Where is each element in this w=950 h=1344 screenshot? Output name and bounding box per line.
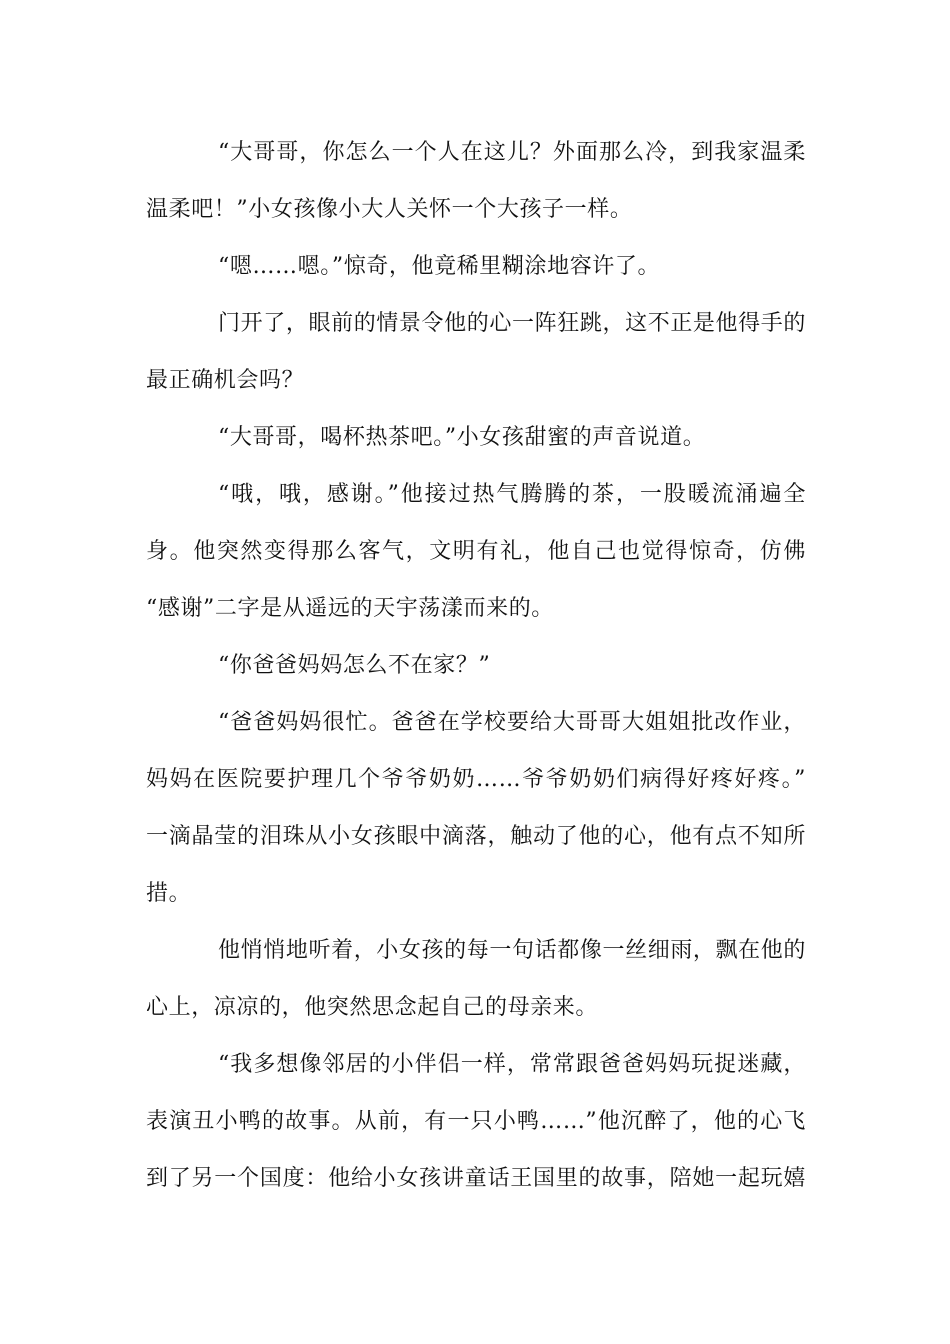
text-line: “嗯……嗯。”惊奇，他竟稀里糊涂地容许了。 — [218, 254, 661, 279]
text-line: 门开了，眼前的情景令他的心一阵狂跳，这不正是他得手的 — [218, 311, 806, 336]
text-line: 表演丑小鸭的故事。从前，有一只小鸭……”他沉醉了，他的心飞 — [146, 1109, 806, 1134]
text-line: “我多想像邻居的小伴侣一样，常常跟爸爸妈妈玩捉迷藏， — [218, 1052, 806, 1077]
text-line: 温柔吧！”小女孩像小大人关怀一个大孩子一样。 — [146, 197, 633, 222]
text-line: “大哥哥，你怎么一个人在这儿？外面那么冷，到我家温柔 — [218, 140, 806, 165]
text-line: 身。他突然变得那么客气，文明有礼，他自己也觉得惊奇，仿佛 — [146, 539, 806, 564]
text-line: “爸爸妈妈很忙。爸爸在学校要给大哥哥大姐姐批改作业， — [218, 710, 806, 735]
text-line: “哦，哦，感谢。”他接过热气腾腾的茶，一股暖流涌遍全 — [218, 482, 806, 507]
text-line: 措。 — [146, 881, 192, 906]
text-line: “感谢”二字是从遥远的天宇荡漾而来的。 — [146, 596, 554, 621]
text-line: 他悄悄地听着，小女孩的每一句话都像一丝细雨，飘在他的 — [218, 938, 806, 963]
text-line: “大哥哥，喝杯热茶吧。”小女孩甜蜜的声音说道。 — [218, 425, 706, 450]
text-line: 最正确机会吗？ — [146, 368, 305, 393]
text-line: 到了另一个国度：他给小女孩讲童话王国里的故事，陪她一起玩嬉 — [146, 1166, 806, 1191]
text-line: “你爸爸妈妈怎么不在家？” — [218, 653, 491, 678]
text-line: 妈妈在医院要护理几个爷爷奶奶……爷爷奶奶们病得好疼好疼。” — [146, 767, 806, 792]
text-line: 一滴晶莹的泪珠从小女孩眼中滴落，触动了他的心，他有点不知所 — [146, 824, 806, 849]
text-line: 心上，凉凉的，他突然思念起自己的母亲来。 — [146, 995, 599, 1020]
